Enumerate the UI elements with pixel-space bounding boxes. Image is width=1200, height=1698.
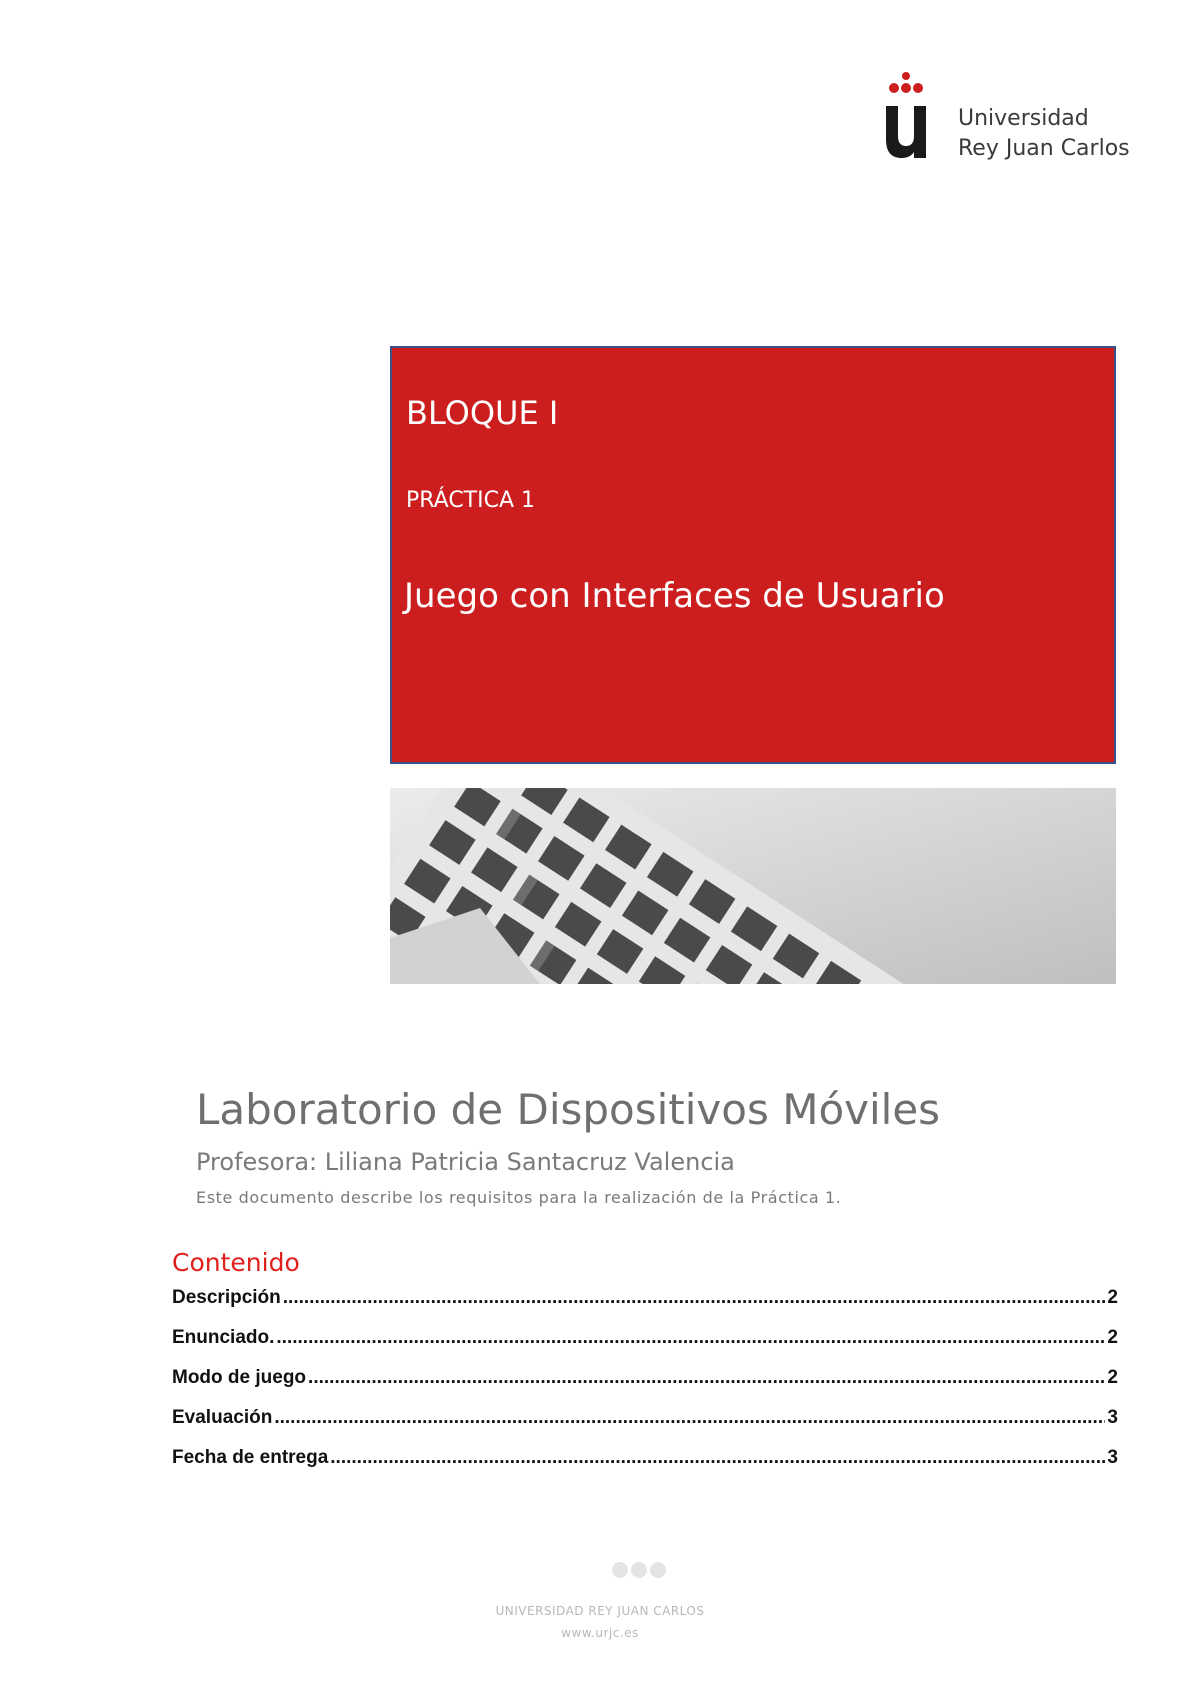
footer-dot (631, 1562, 647, 1578)
toc-item-label: Evaluación (172, 1407, 273, 1428)
toc-leader-dots (276, 1327, 1105, 1349)
footer-dots-decoration (612, 1562, 666, 1578)
toc-item-modo-de-juego[interactable] (172, 1367, 1118, 1407)
footer-dot (650, 1562, 666, 1578)
toc-item-page: 2 (1107, 1287, 1118, 1308)
footer-url[interactable]: www.urjc.es (561, 1626, 639, 1640)
toc-item-fecha-de-entrega[interactable] (172, 1447, 1118, 1487)
toc-item-page: 3 (1107, 1407, 1118, 1428)
toc-item-label: Fecha de entrega (172, 1447, 329, 1468)
logo-text (958, 104, 1130, 164)
toc-leader-dots (308, 1367, 1105, 1389)
footer-dot (612, 1562, 628, 1578)
toc-leader-dots (330, 1447, 1105, 1469)
document-description: Este documento describe los requisitos para la realización de la Práctica 1. (196, 1188, 842, 1207)
professor-line: Profesora: Liliana Patricia Santacruz Valencia (196, 1148, 735, 1176)
toc-item-page: 3 (1107, 1447, 1118, 1468)
toc-item-page: 2 (1107, 1367, 1118, 1388)
toc-leader-dots (283, 1287, 1106, 1309)
toc-leader-dots (274, 1407, 1105, 1429)
toc-item-label: Enunciado. (172, 1327, 275, 1348)
building-image (390, 788, 1116, 984)
toc-item-label: Descripción (172, 1287, 281, 1308)
toc-item-label: Modo de juego (172, 1367, 307, 1388)
toc-item-enunciado[interactable] (172, 1327, 1118, 1367)
toc-item-evaluacion[interactable] (172, 1407, 1118, 1447)
toc-heading: Contenido (172, 1248, 300, 1277)
toc-item-descripcion[interactable] (172, 1287, 1118, 1327)
footer-university-name: UNIVERSIDAD REY JUAN CARLOS (495, 1604, 705, 1618)
urjc-u-icon (886, 70, 946, 160)
practice-title: Juego con Interfaces de Usuario (404, 576, 945, 616)
practice-label: PRÁCTICA 1 (406, 488, 536, 513)
logo-line-2: Rey Juan Carlos (958, 136, 1130, 161)
table-of-contents (172, 1287, 1118, 1487)
block-label: BLOQUE I (406, 394, 559, 432)
building-illustration (390, 788, 1116, 984)
university-logo (886, 70, 1146, 170)
logo-line-1: Universidad (958, 106, 1089, 131)
cover-banner (390, 346, 1116, 764)
toc-item-page: 2 (1107, 1327, 1118, 1348)
document-title: Laboratorio de Dispositivos Móviles (196, 1085, 941, 1134)
